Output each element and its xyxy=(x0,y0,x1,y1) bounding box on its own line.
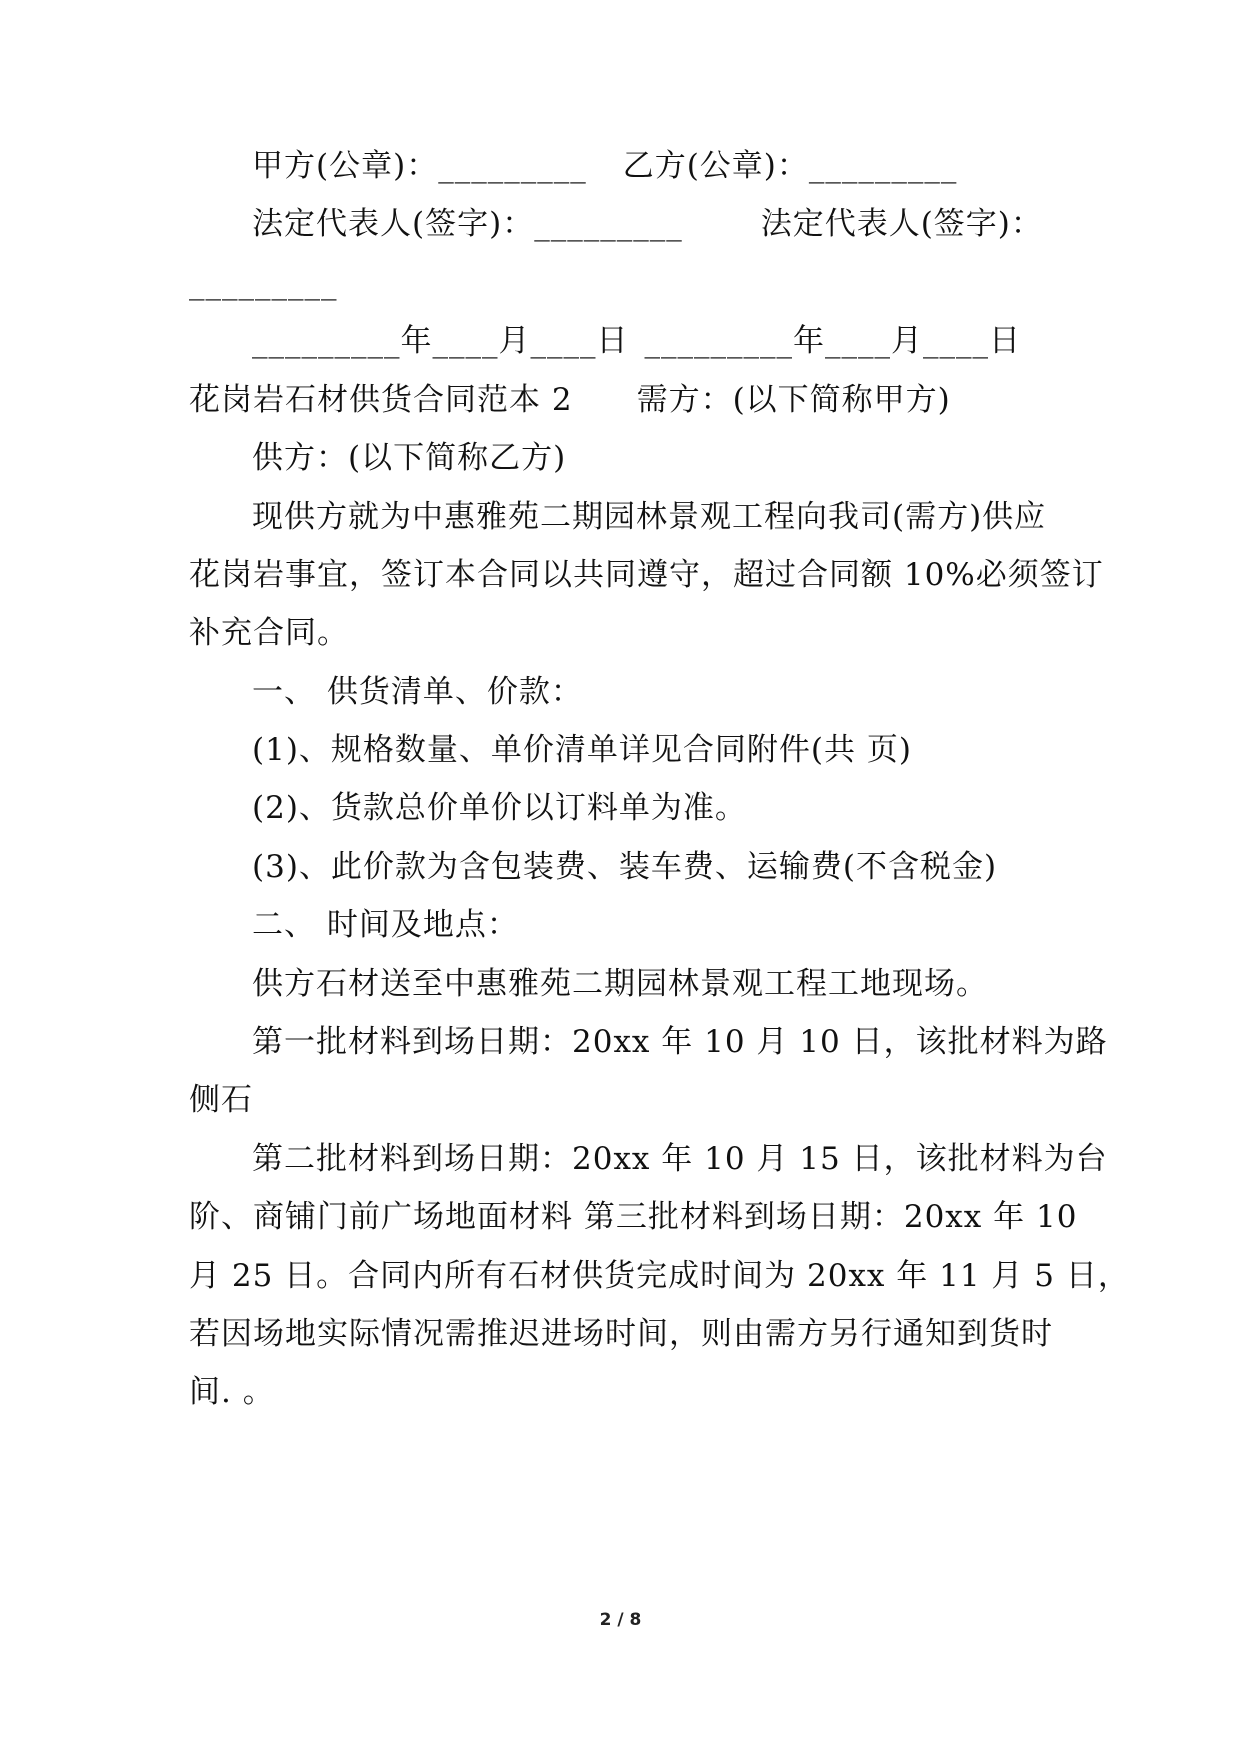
date-b: _________年____月____日 xyxy=(644,323,1021,359)
buyer-party: 需方：(以下简称甲方) xyxy=(636,382,951,418)
intro-paragraph-line-3: 补充合同。 xyxy=(189,615,349,651)
rep-b-blank: _________ xyxy=(189,265,338,301)
date-line xyxy=(252,321,1241,361)
batch-2-line-4: 若因场地实际情况需推迟进场时间，则由需方另行通知到货时 xyxy=(189,1316,1053,1352)
page-number: 2 / 8 xyxy=(599,1610,642,1630)
intro-paragraph-line-1: 现供方就为中惠雅苑二期园林景观工程向我司(需方)供应 xyxy=(252,499,1047,535)
rep-a-signature: 法定代表人(签字)：_________ xyxy=(252,206,683,242)
party-a-seal: 甲方(公章)：_________ xyxy=(252,148,587,184)
party-b-seal: 乙方(公章)：_________ xyxy=(622,148,958,184)
batch-2-line-1: 第二批材料到场日期：20xx 年 10 月 15 日，该批材料为台 xyxy=(252,1141,1108,1177)
section-1-item-3: (3)、此价款为含包装费、装车费、运输费(不含税金) xyxy=(252,849,998,885)
representative-line xyxy=(252,204,1241,244)
batch-1-line-2: 侧石 xyxy=(189,1082,253,1118)
section-2-heading: 二、 时间及地点： xyxy=(252,907,519,943)
section-2-location: 供方石材送至中惠雅苑二期园林景观工程工地现场。 xyxy=(252,966,988,1002)
batch-1-line-1: 第一批材料到场日期：20xx 年 10 月 10 日，该批材料为路 xyxy=(252,1024,1108,1060)
batch-2-line-5: 间. 。 xyxy=(189,1374,275,1410)
seller-party: 供方：(以下简称乙方) xyxy=(252,440,567,476)
contract-title-line xyxy=(189,380,1241,420)
batch-2-line-2: 阶、商铺门前广场地面材料 第三批材料到场日期：20xx 年 10 xyxy=(189,1199,1078,1235)
section-1-item-1: (1)、规格数量、单价清单详见合同附件(共 页) xyxy=(252,732,912,768)
seal-line xyxy=(252,146,1241,186)
rep-b-signature: 法定代表人(签字)： xyxy=(760,206,1043,242)
date-a: _________年____月____日 xyxy=(252,323,629,359)
intro-paragraph-line-2: 花岗岩事宜，签订本合同以共同遵守，超过合同额 10%必须签订 xyxy=(189,557,1104,593)
section-1-heading: 一、 供货清单、价款： xyxy=(252,674,583,710)
section-1-item-2: (2)、货款总价单价以订料单为准。 xyxy=(252,790,747,826)
contract-title: 花岗岩石材供货合同范本 2 xyxy=(189,382,573,418)
batch-2-line-3: 月 25 日。合同内所有石材供货完成时间为 20xx 年 11 月 5 日， xyxy=(189,1258,1130,1294)
